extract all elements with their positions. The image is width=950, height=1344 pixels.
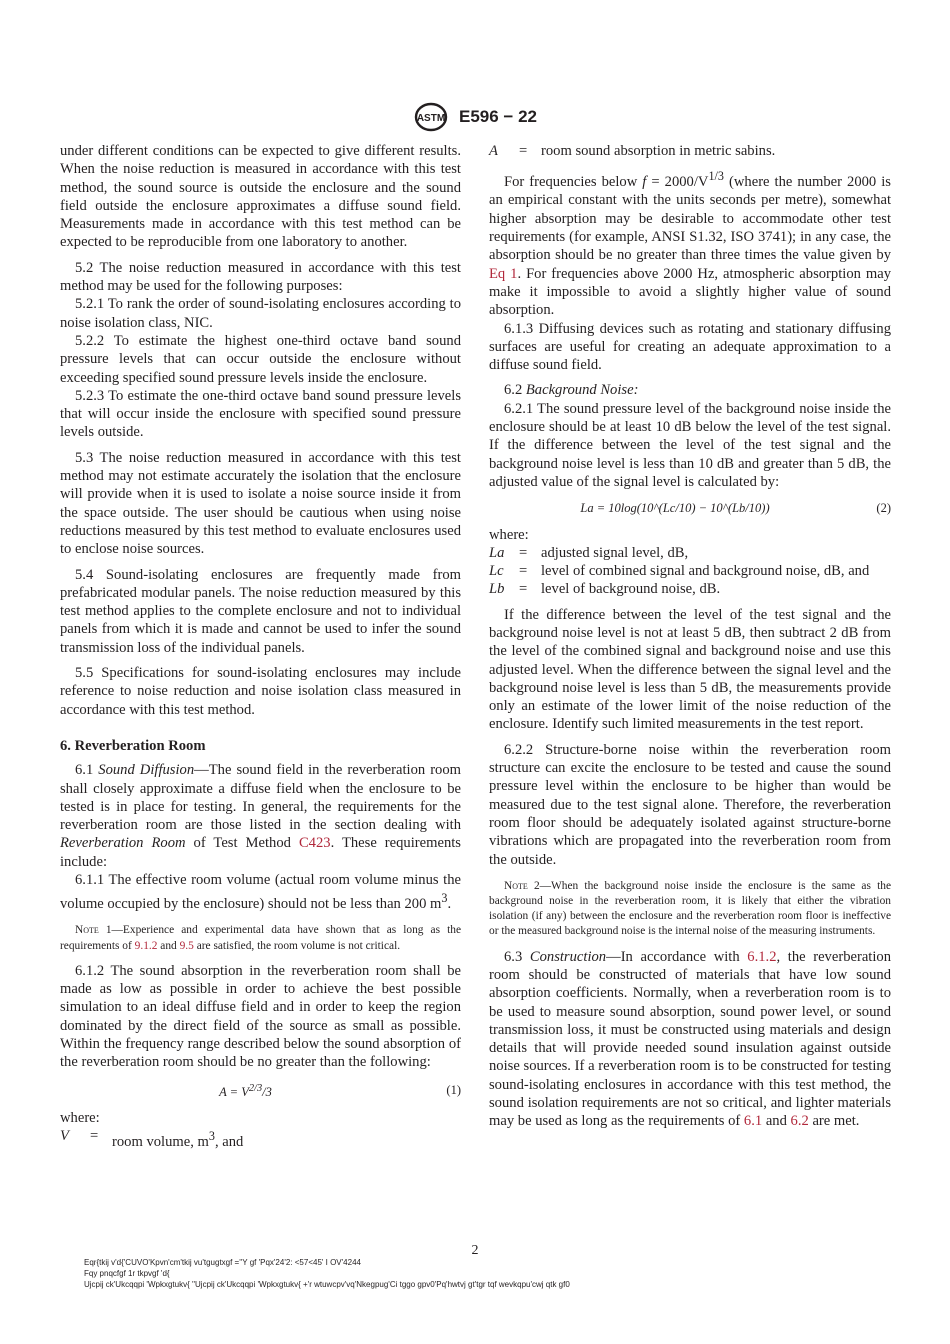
document-designation: E596 − 22 <box>459 107 537 126</box>
link-eq-1[interactable]: Eq 1 <box>489 265 518 282</box>
link-6-1[interactable]: 6.1 <box>743 1113 763 1130</box>
link-c423[interactable]: C423 <box>298 835 331 852</box>
where-label: where: <box>60 1110 100 1127</box>
equation-2: La = 10log(10^(Lc/10) − 10^(Lb/10)) (2) <box>489 499 891 517</box>
link-6-1-2[interactable]: 6.1.2 <box>747 948 777 965</box>
equation-1: $A = V^{2/3}/3$ (1) <box>219 1082 461 1099</box>
section-5-2: 5.2 The noise reduction measured in accordance with this test method may be used for the following purposes: <box>60 259 461 295</box>
section-5-2-2: 5.2.2 To estimate the highest one-third octave band sound pressure levels that can occur outside the enclosure without exceeding specified sound pressure levels inside the enclosure. <box>60 332 461 386</box>
section-6-2-2: 6.2.2 Structure-borne noise within the reverberation room structure can excite the enclosure to be tested and cause the sound pressure level within the enclosure to be higher than would be measured due to the test signal alone. Therefore, the reverberation room floor should be adequately isolated against structure-borne vibrations which are propagated into the reverberation room from the outside. <box>489 741 891 868</box>
section-6-heading: 6. Reverberation Room <box>60 737 206 754</box>
page-number: 2 <box>471 1243 479 1258</box>
definition-lc: Lc = level of combined signal and background noise, dB, and <box>489 563 870 580</box>
link-6-2[interactable]: 6.2 <box>790 1113 809 1130</box>
definition-a: A = room sound absorption in metric sabins. <box>489 143 776 159</box>
footer-line: Ujcpij ck'Ukcqqpi 'Wpkxgtukv{ ''Ujcpij ck'Ukcqqpi 'Wpkxgtukv{ +'r wtuwcpv'vq'Nkegpug'Ci tggo gpv0'Pq'hwtvj gt'tgr tqf wevkqpu'cwj qtk gf0 <box>84 1280 570 1289</box>
footer-line: Fqy pnqcfgf 1r tkpvgf 'd{ <box>84 1269 170 1278</box>
license-footer <box>84 1257 570 1290</box>
definition-lb: Lb = level of background noise, dB. <box>489 581 721 598</box>
footer-line: Eqr{tkij v'd{'CUVO'Kpvn'cm'tkij vu'tgugtxgf =''Y gf 'Pqx'24'2: <57<45' I OV'4244 <box>84 1258 361 1267</box>
note-2: Note 2—When the background noise inside the enclosure is the same as the background noise in the reverberation room, it is likely that either the vibration isolation (if any) between the enclosure and the reverberation room floor is ineffective or the measured background noise is the internal noise of the measuring instruments. <box>489 879 891 938</box>
equation-number: (2) <box>876 501 891 516</box>
paragraph: under different conditions can be expected to give different results. When the noise reduction is measured in accordance with this test method, the sound source is outside the enclosure and the sound field outside the enclosure approximates a diffuse sound field. Measurements made in accordance with this test method can be expected to be reproducible from one laboratory to another. <box>60 143 461 251</box>
logo-text: ASTM <box>416 113 446 124</box>
section-6-3: 6.3 Construction—In accordance with 6.1.2, the reverberation room should be constructed of materials that have low sound absorption coefficients. Normally, when a reverberation room is to be used to measure sound absorption, sound power level, or sound transmission loss, it must be constructed using materials and design details that will provide needed sound insulation against outside noise sources. If a reverberation room is to be constructed for testing sound-isolating enclosures in accordance with this test method, the sound isolation requirements are not so critical, and lighter materials may be used as long as the requirements of 6.1 and 6.2 are met. <box>489 948 892 1130</box>
section-6-2: 6.2 Background Noise: <box>504 382 639 399</box>
section-6-1: 6.1 Sound Diffusion—The sound field in the reverberation room shall closely approximate a diffuse field when the enclosure to be tested is in place for testing. In general, the requirements for the reverberation room are those listed in the section dealing with Reverberation Room of Test Method C423. These requirements include: <box>60 762 462 870</box>
astm-logo-icon <box>413 102 449 132</box>
section-6-1-3: 6.1.3 Diffusing devices such as rotating and stationary diffusing surfaces are useful for creating an adequate approximation to a diffuse sound field. <box>489 320 891 374</box>
difference-paragraph: If the difference between the level of the test signal and the background noise level is not at least 5 dB, then subtract 2 dB from the level of the combined signal and background noise and use this adjusted level. When the difference between the signal level and the background noise level is less than 5 dB, the measurements provide only an estimate of the lower limit of the noise reduction of the enclosure. Identify such limited measurements in the test report. <box>489 606 891 733</box>
definition-la: La = adjusted signal level, dB, <box>489 544 689 561</box>
where-label: where: <box>489 526 529 543</box>
right-column <box>489 142 891 1131</box>
section-6-1-1: 6.1.1 The effective room volume (actual room volume minus the volume occupied by the enclosure) should not be less than 200 $m^3$. <box>60 871 461 913</box>
section-5-3: 5.3 The noise reduction measured in accordance with this test method may not estimate accurately the isolation that the enclosure will provide when it is used to isolate a noise source inside it from the space outside. The user should be cautious when using noise reductions measured by this test method to evaluate enclosures used to enclose noise sources. <box>60 449 461 558</box>
link-9-1-2[interactable]: 9.1.2 <box>134 939 158 952</box>
section-6-2-1: 6.2.1 The sound pressure level of the background noise inside the enclosure should be at least 10 dB below the level of the test signal. If the difference between the level of the test signal and the background noise level is less than 10 dB and greater than 5 dB, the adjusted value of the signal level is calculated by: <box>489 400 891 490</box>
link-9-5[interactable]: 9.5 <box>179 939 194 952</box>
definition-v: V = room volume, $m^3$, and <box>60 1128 244 1151</box>
section-5-4: 5.4 Sound-isolating enclosures are frequently made from prefabricated modular panels. The noise reduction measured by this test method applies to the complete enclosure and not to individual panels from which it is made and cannot be used to infer the sound transmission loss of the individual panels. <box>60 566 461 656</box>
section-5-5: 5.5 Specifications for sound-isolating enclosures may include reference to noise reduction and noise isolation class measured in accordance with this test method. <box>60 665 461 718</box>
section-5-2-1: 5.2.1 To rank the order of sound-isolating enclosures according to noise isolation class, NIC. <box>60 296 461 331</box>
equation-number: (1) <box>446 1083 461 1098</box>
left-column <box>60 142 461 1152</box>
frequency-paragraph: For frequencies below $f = 2000/V^{1/3}$ (where the number 2000 is an empirical constant with the units seconds per metre), somewhat higher absorption may be desirable to accommodate other test requirements (for example, ANSI S1.32, ISO 3741); in any case, the absorption should be no greater than three times the value given by Eq 1. For frequencies above 2000 Hz, atmospheric absorption may make it impossible to avoid a slightly higher value of sound absorption. <box>489 169 891 319</box>
page-header <box>0 102 950 132</box>
section-6-1-2: 6.1.2 The sound absorption in the reverberation room shall be made as low as possible in order to achieve the best possible simulation to an ideal diffuse field and in order to keep the region dominated by the direct field of the source as small as possible. Within the frequency range described below the sound absorption of the reverberation room should be no greater than the following: <box>60 962 461 1071</box>
section-5-2-3: 5.2.3 To estimate the one-third octave band sound pressure levels that will occur inside the enclosure with specified sound pressure levels outside. <box>60 387 461 441</box>
note-1: Note 1—Experience and experimental data have shown that as long as the requirements of 9.1.2 and 9.5 are satisfied, the room volume is not critical. <box>60 924 461 952</box>
